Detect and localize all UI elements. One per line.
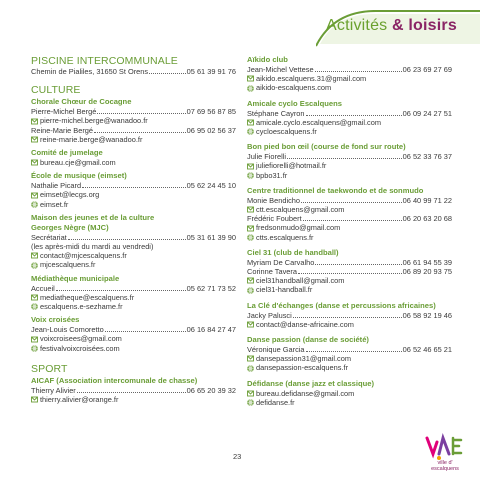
email-link[interactable]: amicale.cyclo.escalquens@gmail.com (247, 118, 452, 127)
website-link[interactable]: dansepassion-escalquens.fr (247, 363, 452, 372)
email-link[interactable]: eimset@lecgs.org (31, 190, 236, 199)
email-link[interactable]: bureau.cje@gmail.com (31, 158, 236, 167)
globe-icon (247, 399, 254, 406)
website-link[interactable]: aikido-escalquens.com (247, 83, 452, 92)
page-header (316, 10, 480, 48)
email-link[interactable]: reine-marie.berge@wanadoo.fr (31, 135, 236, 144)
mail-icon (31, 136, 38, 143)
globe-icon (247, 287, 254, 294)
globe-icon (31, 201, 38, 208)
entry-name: La Clé d'échanges (danse et percussions africaines) (247, 300, 436, 310)
entry-name: AICAF (Association intercomunale de chasse) (31, 375, 198, 385)
email-link[interactable]: mediatheque@escalquens.fr (31, 293, 236, 302)
entry-name: Voix croisées (31, 315, 80, 325)
email-link[interactable]: fredsonmudo@gmail.com (247, 223, 452, 232)
directory-row: Stéphane Cayron 06 09 24 27 51 (247, 108, 452, 118)
website-link[interactable]: mjcescalquens.fr (31, 260, 236, 269)
directory-row: Jacky Palusci 06 58 92 19 46 (247, 310, 452, 320)
email-link[interactable]: juliefiorelli@hotmail.fr (247, 161, 452, 170)
entry-name: Médiathèque municipale (31, 273, 120, 283)
mail-icon (247, 75, 254, 82)
entry-name: Ciel 31 (club de handball) (247, 247, 339, 257)
email-link[interactable]: thierry.alivier@orange.fr (31, 395, 236, 404)
directory-row: Accueil 05 62 71 73 52 (31, 283, 236, 293)
mail-icon (31, 396, 38, 403)
entry-name: Danse passion (danse de société) (247, 335, 369, 345)
directory-row: Chemin de Pialiles, 31650 St Orens 05 61 39 91 76 (31, 67, 236, 76)
globe-icon (31, 303, 38, 310)
mail-icon (31, 118, 38, 125)
email-link[interactable]: dansepassion31@gmail.com (247, 354, 452, 363)
section-title-piscine: PISCINE INTERCOMMUNALE (31, 55, 178, 67)
website-link[interactable]: festivalvoixcroisées.com (31, 344, 236, 353)
email-link[interactable]: ctt.escalquens@gmail.com (247, 205, 452, 214)
opening-hours-note: (les après-midi du mardi au vendredi) (31, 242, 154, 252)
logo-mark (419, 432, 471, 462)
right-column (247, 55, 452, 407)
globe-icon (31, 345, 38, 352)
globe-icon (247, 234, 254, 241)
directory-row: Julie Fiorelli 06 52 33 76 37 (247, 152, 452, 162)
email-link[interactable]: bureau.defidanse@gmail.com (247, 389, 452, 398)
email-link[interactable]: voixcroisees@gmail.com (31, 334, 236, 343)
mail-icon (31, 192, 38, 199)
mail-icon (247, 321, 254, 328)
left-column (31, 55, 236, 404)
section-title-culture: CULTURE (31, 84, 81, 97)
website-link[interactable]: escalquens.e-sezhame.fr (31, 302, 236, 311)
entry-name: Bon pied bon œil (course de fond sur route) (247, 142, 406, 152)
email-link[interactable]: pierre-michel.berge@wanadoo.fr (31, 116, 236, 125)
logo-text: ville d' escalquens (431, 460, 459, 472)
mail-icon (31, 336, 38, 343)
email-link[interactable]: aikido.escalquens.31@gmail.com (247, 74, 452, 83)
globe-icon (247, 128, 254, 135)
mail-icon (247, 355, 254, 362)
section-title-sport: SPORT (31, 362, 68, 375)
escalquens-logo (419, 432, 471, 472)
mail-icon (247, 390, 254, 397)
website-link[interactable]: cycloescalquens.fr (247, 127, 452, 136)
directory-row: Secrétariat 05 31 61 39 90 (31, 232, 236, 242)
mail-icon (31, 252, 38, 259)
globe-icon (31, 262, 38, 269)
globe-icon (247, 365, 254, 372)
entry-name: Défidanse (danse jazz et classique) (247, 378, 375, 388)
website-link[interactable]: eimset.fr (31, 200, 236, 209)
directory-row: Monie Bendicho 06 40 99 71 22 (247, 195, 452, 205)
directory-row: Véronique Garcia 06 52 46 65 21 (247, 345, 452, 355)
website-link[interactable]: ciel31-handball.fr (247, 285, 452, 294)
email-link[interactable]: contact@mjcescalquens.fr (31, 251, 236, 260)
mail-icon (31, 294, 38, 301)
directory-row: Thierry Alivier 06 65 20 39 32 (31, 385, 236, 395)
entry-name: École de musique (eimset) (31, 171, 127, 181)
entry-name: Centre traditionnel de taekwondo et de sonmudo (247, 185, 424, 195)
directory-row: Nathalie Picard 05 62 24 45 10 (31, 181, 236, 191)
mail-icon (31, 159, 38, 166)
directory-row: Pierre-Michel Bergé 07 69 56 87 85 (31, 107, 236, 117)
entry-name: Amicale cyclo Escalquens (247, 98, 342, 108)
mail-icon (247, 206, 254, 213)
page-number: 23 (233, 452, 242, 461)
entry-name: Chorale Chœur de Cocagne (31, 97, 132, 107)
directory-row: Corinne Tavera 06 89 20 93 75 (247, 267, 452, 277)
mail-icon (247, 277, 254, 284)
entry-name: Maison des jeunes et de la culture (31, 212, 155, 222)
directory-row: Jean-Louis Comoretto 06 16 84 27 47 (31, 325, 236, 335)
mail-icon (247, 119, 254, 126)
globe-icon (247, 172, 254, 179)
directory-row: Myriam De Carvalho 06 61 94 55 39 (247, 257, 452, 267)
website-link[interactable]: bpbo31.fr (247, 171, 452, 180)
directory-row: Jean-Michel Vettese 06 23 69 27 69 (247, 65, 452, 74)
directory-row: Frédéric Foubert 06 20 63 20 68 (247, 214, 452, 224)
entry-name: Aïkido club (247, 55, 288, 64)
email-link[interactable]: ciel31handball@gmail.com (247, 276, 452, 285)
page-title: Activités & loisirs (326, 17, 457, 34)
website-link[interactable]: ctts.escalquens.fr (247, 233, 452, 242)
website-link[interactable]: defidanse.fr (247, 398, 452, 407)
entry-name-continued: Georges Nègre (MJC) (31, 222, 109, 232)
entry-name: Comité de jumelage (31, 148, 103, 158)
mail-icon (247, 225, 254, 232)
email-link[interactable]: contact@danse-africaine.com (247, 320, 452, 329)
mail-icon (247, 163, 254, 170)
directory-row: Reine-Marie Bergé 06 95 02 56 37 (31, 125, 236, 135)
globe-icon (247, 85, 254, 92)
